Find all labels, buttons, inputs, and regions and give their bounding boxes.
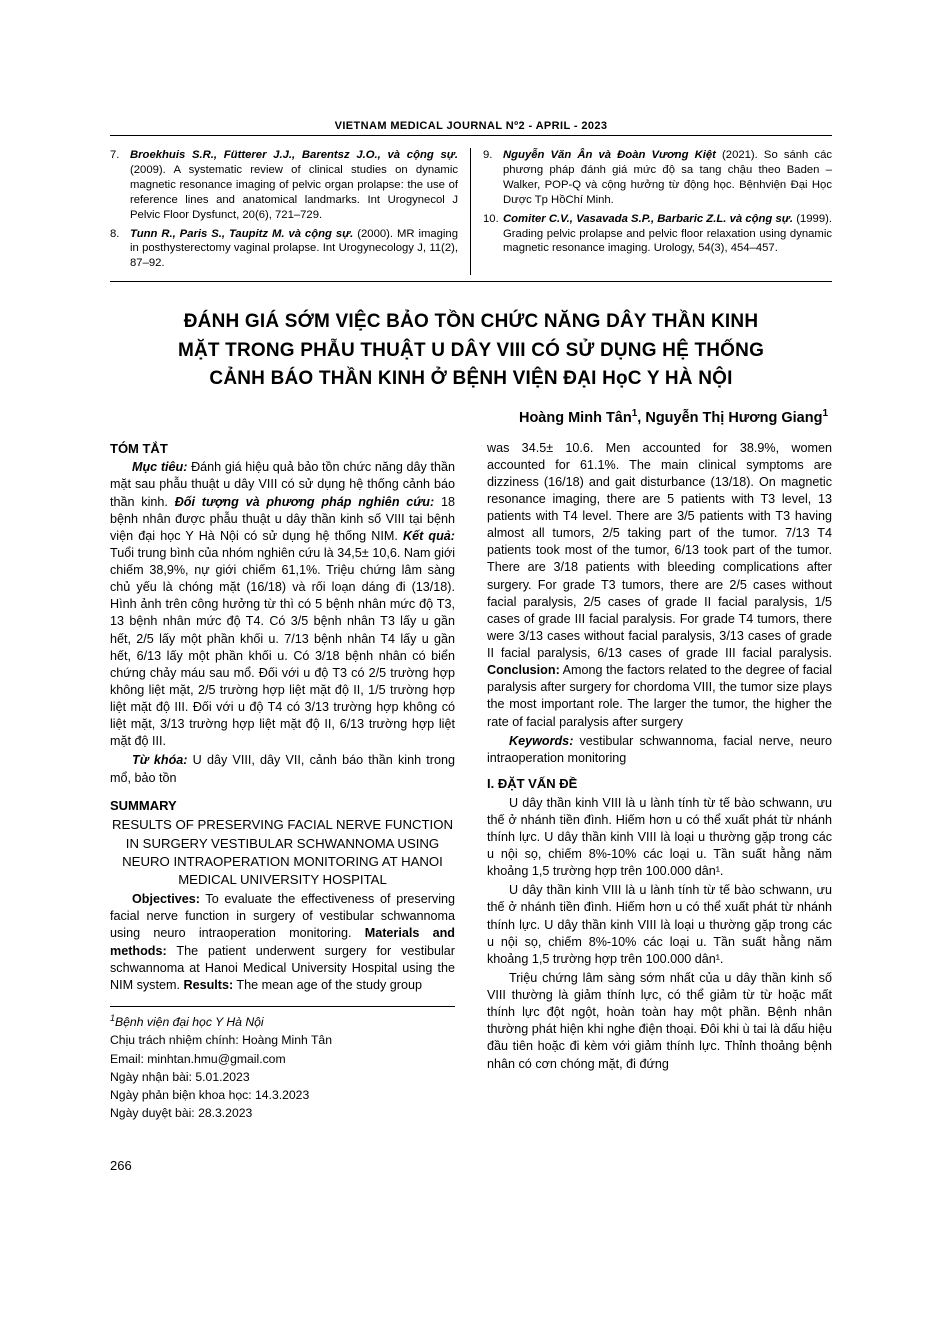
label-keywords-vi: Từ khóa:: [132, 753, 188, 768]
label-results-en: Results:: [183, 977, 234, 992]
author-list: [110, 408, 832, 426]
reference-number: 10.: [483, 212, 499, 225]
reference-number: 7.: [110, 149, 120, 161]
date-reviewed: Ngày phản biện khoa học: 14.3.2023: [110, 1088, 310, 1103]
reference-authors: Broekhuis S.R., Fütterer J.J., Barentsz J.O., và cộng sự.: [130, 149, 458, 161]
text-keywords-en: vestibular schwannoma, facial nerve, neuro intraoperation monitoring: [487, 733, 832, 765]
page-number: 266: [110, 1158, 132, 1173]
section-heading-summary: SUMMARY: [110, 797, 177, 813]
reference-number: 9.: [483, 149, 493, 161]
intro-paragraph-2: U dây thần kinh VIII là u lành tính từ tế bào schwann, ưu thế ở nhánh tiền đình. Hiếm hơn u có thể xuất phát từ nhánh thính lực. U dây thần kinh VIII là loại u thường gặp trong các u nội sọ, chiếm 8%-10% các loại u. Tần suất hằng năm khoảng 1,5 trường hợp trên 100.000 dân¹.: [487, 883, 832, 966]
text-materials-en: The patient underwent surgery for vestibular schwannoma at Hanoi Medical University Hospital using the NIM system.: [110, 943, 455, 992]
page-content: [110, 120, 832, 1123]
english-title: RESULTS OF PRESERVING FACIAL NERVE FUNCTION IN SURGERY VESTIBULAR SCHWANNOMA USING NEURO INTRAOPERATION MONITORING AT HANOI MEDICAL UNIVERSITY HOSPITAL: [112, 817, 453, 887]
label-materials-en: Materials and methods:: [110, 926, 455, 958]
keywords-vi: [110, 752, 455, 786]
text-methods: 18 bệnh nhân được phẫu thuật u dây thần kinh số VIII tại bệnh viện đại học Y Hà Nội có sử dụng hệ thống NIM.: [110, 494, 455, 543]
list-item: [483, 148, 832, 208]
references-column-left: [110, 148, 471, 275]
text-results-en-cont: was 34.5± 10.6. Men accounted for 38.9%, women accounted for 61.1%. The main clinical symptoms are dizziness (16/18) and gait disturbance (13/18). On magnetic resonance imaging, there are 5 patients with T3 level, 13 patients with T4 level. There are 3/5 patients with T3 having almost all tumors, 2/5 taking part of the tumor. 7/13 T4 patients took most of the tumor, 6/13 took part of the tumor. There are 3/18 patients with bleeding complications after surgery. For grade T3 tumors, there are 2/5 cases without facial paralysis, 2/5 cases of grade II facial paralysis, 1/5 cases of grade III facial paralysis. For grade T4 tumors, there were 3/13 cases without facial paralysis, 3/13 cases of grade II facial paralysis, 6/13 cases of grade III facial paralysis.: [487, 440, 832, 661]
label-keywords-en: Keywords:: [509, 733, 574, 748]
text-results-en: The mean age of the study group: [233, 977, 422, 992]
reference-body: (1999). Grading pelvic prolapse and pelvic floor relaxation using dynamic magnetic resonance imaging. Urology, 54(3), 454–457.: [503, 212, 833, 255]
text-objective: Đánh giá hiệu quả bảo tồn chức năng dây thần mặt sau phẫu thuật u dây VIII có sử dụng hệ thống cảnh báo thần kinh.: [110, 460, 455, 509]
reference-authors: Nguyễn Văn Ân và Đoàn Vương Kiệt: [503, 149, 716, 161]
column-left: [110, 440, 471, 1123]
corresponding-email: Email: minhtan.hmu@gmail.com: [110, 1051, 286, 1066]
reference-body: (2009). A systematic review of clinical studies on dynamic magnetic resonance imaging of pelvic organ prolapse: the use of reference lines and anatomical landmarks. Int Urogynecol J Pelvic Floor Dysfunct, 20(6), 721–729.: [130, 163, 458, 221]
reference-number: 8.: [110, 227, 120, 240]
author-2: , Nguyễn Thị Hương Giang: [637, 409, 823, 426]
section-heading-introduction: I. ĐẶT VẤN ĐỀ: [487, 775, 578, 791]
label-conclusion-en: Conclusion:: [487, 663, 560, 678]
text-objectives-en: To evaluate the effectiveness of preserving facial nerve function in surgery of vestibular schwannoma using neuro intraoperation monitoring.: [110, 892, 455, 941]
affiliation: [110, 1012, 455, 1031]
date-accepted: Ngày duyệt bài: 28.3.2023: [110, 1106, 253, 1121]
section-heading-tomtat: TÓM TẮT: [110, 440, 168, 456]
reference-body: (2000). MR imaging in posthysterectomy vaginal prolapse. Int Urogynecology J, 11(2), 87–92.: [130, 227, 459, 270]
intro-paragraph-3: Triệu chứng lâm sàng sớm nhất của u dây thần kinh số VIII thường là giảm thính lực, có thể giảm từ từ hoặc mất thính lực đột ngột, hoàn toàn hay một phần. Bệnh nhân thường phát hiện khi nghe điện thoại. Đôi khi ù tai là dấu hiệu đầu tiên hoặc đi kèm với giảm thính lực. Thỉnh thoảng bệnh nhân có cơn chóng mặt, đi đứng: [487, 970, 832, 1071]
column-right: [471, 440, 832, 1123]
author-2-affiliation-marker: 1: [822, 407, 828, 419]
running-head: VIETNAM MEDICAL JOURNAL Nº2 - APRIL - 2023: [110, 120, 832, 136]
list-item: [110, 227, 458, 272]
label-objectives-en: Objectives:: [132, 892, 200, 907]
corresponding-author: Chịu trách nhiệm chính: Hoàng Minh Tân: [110, 1033, 332, 1048]
label-results: Kết quả:: [402, 528, 455, 543]
affiliation-marker: 1: [110, 1012, 116, 1023]
abstract-paragraph-en: [110, 891, 455, 994]
author-1: Hoàng Minh Tân: [518, 409, 632, 426]
footnote-block: [110, 1006, 455, 1123]
page-title: [110, 308, 832, 394]
body-columns: [110, 440, 832, 1123]
reference-text: [130, 227, 458, 272]
author-1-affiliation-marker: 1: [631, 407, 638, 419]
list-item: [483, 212, 832, 257]
text-results: Tuổi trung bình của nhóm nghiên cứu là 34,5± 10,6. Nam giới chiếm 38,9%, nự giới chiếm 61,1%. Triệu chứng lâm sàng chủ yếu là chóng mặt (16/18) và rối loạn dáng đi (13/18). Hình ảnh trên công hưởng từ thì có 5 bệnh nhân mức độ T3, 13 bệnh nhân mức độ T4. Có 3/5 bệnh nhân T3 lấy u gần hết, 2/5 lấy một phần khối u. 7/13 bệnh nhân T4 lấy u gần hết, 6/13 lấy một phần khối u. Có 3/18 bệnh nhân có biển chứng chảy máu sau mổ. Đối với u độ T3 có 2/5 trường hợp không liệt mặt, 2/5 trường hợp liệt mặt độ II, 1/5 trường hợp liệt mặt độ III. Đối với u độ T4 có 3/13 trường hợp không có liệt mặt, 3/13 trường hợp liệt mặt độ II, 6/13 trường hợp liệt mặt độ III.: [110, 545, 455, 749]
label-methods: Đối tượng và phương pháp nghiên cứu:: [174, 494, 435, 509]
references-column-right: [471, 148, 832, 275]
title-line-2: MẶT TRONG PHẪU THUẬT U DÂY VIII CÓ SỬ DỤNG HỆ THỐNG: [177, 339, 765, 361]
reference-text: [503, 148, 832, 208]
reference-authors: Tunn R., Paris S., Taupitz M. và cộng sự.: [130, 227, 354, 240]
references-block: [110, 148, 832, 282]
text-keywords-vi: U dây VIII, dây VII, cảnh báo thần kinh trong mổ, bảo tồn: [110, 753, 455, 785]
date-received: Ngày nhận bài: 5.01.2023: [110, 1069, 250, 1084]
title-line-1: ĐÁNH GIÁ SỚM VIỆC BẢO TỒN CHỨC NĂNG DÂY THẦN KINH: [183, 311, 759, 333]
intro-paragraph-1: U dây thần kinh VIII là u lành tính từ tế bào schwann, ưu thế ở nhánh tiền đình. Hiếm hơn u có thể xuất phát từ nhánh thính lực. U dây thần kinh VIII là loại u thường gặp trong các u nội sọ, chiếm 8%-10% các loại u. Tần suất hằng năm khoảng 1,5 trường hợp trên 100.000 dân¹.: [487, 795, 832, 879]
reference-body: (2021). So sánh các phương pháp đánh giá mức độ sa tang chậu theo Baden –Walker, POP-Q và cộng hưởng từ động học. Bệnhviện Đại Học Dược Tp HồChí Minh.: [503, 149, 832, 206]
reference-text: [130, 148, 458, 223]
list-item: [110, 148, 458, 223]
title-line-3: CẢNH BÁO THẦN KINH Ở BỆNH VIỆN ĐẠI HọC Y HÀ NỘI: [209, 368, 733, 390]
text-conclusion-en: Among the factors related to the degree of facial paralysis after surgery for chordoma VIII, the tumor size plays the most important role. The larger the tumor, the higher the rate of facial paralysis after surgery: [487, 663, 832, 729]
reference-authors: Comiter C.V., Vasavada S.P., Barbaric Z.L. và cộng sự.: [503, 212, 794, 225]
label-objective: Mục tiêu:: [132, 460, 188, 475]
keywords-en: [487, 733, 832, 767]
abstract-en-continued: [487, 440, 832, 731]
reference-text: [503, 212, 832, 257]
affiliation-text: Bệnh viện đại học Y Hà Nội: [115, 1014, 264, 1029]
abstract-paragraph-vi: [110, 459, 455, 750]
